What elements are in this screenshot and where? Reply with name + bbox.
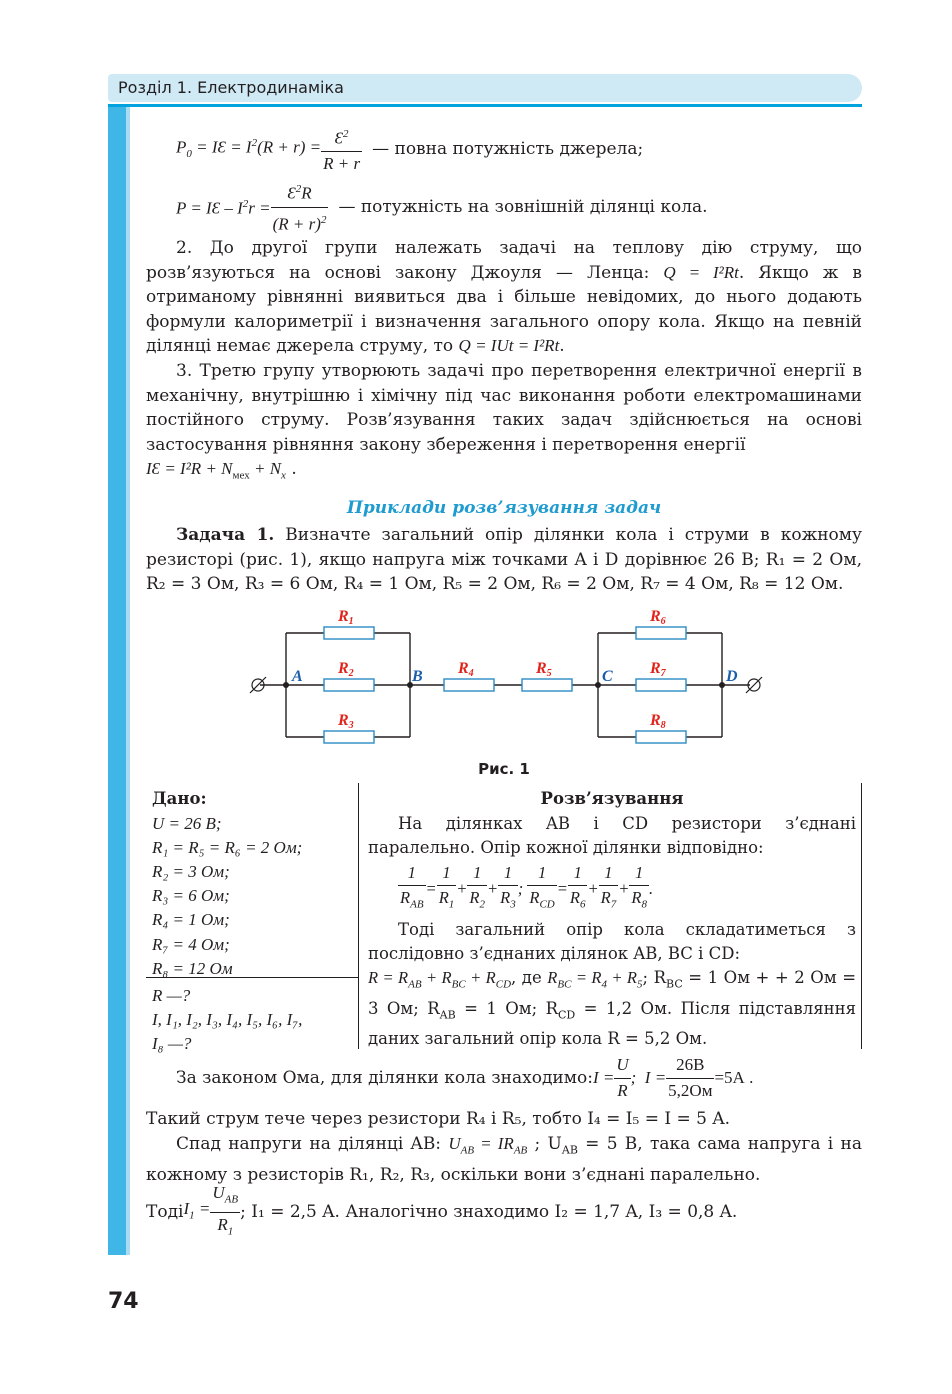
given-block: Дано: U = 26 B; R₁ = R₅ = R₆ = 2 Ом; R₂ = 3 Ом; R₃ = 6 Ом; R₄ = 1 Ом; R₇ = 4 Ом; R₈ = 12 Ом R —? I, I₁, I₂, I₃, I₄, I₅, I₆, I₇, I₈ —? xyxy=(152,789,303,1054)
page-number: 74 xyxy=(108,1289,139,1314)
label-r6: R6 xyxy=(650,607,666,627)
label-r4: R4 xyxy=(458,659,474,679)
circuit-diagram xyxy=(246,601,766,751)
paragraph-3: 3. Третю групу утворюють задачі про перетворення електричної енергії в механічну, внутрішню і хімічну під час виконання роботи електромашинами постійного струму. Розв’язування таких задач здійснюється на основі застосування рівняння закону збереження і перетворення енергії xyxy=(146,360,862,455)
page-content xyxy=(146,120,862,1237)
node-c: C xyxy=(602,667,613,685)
node-d: D xyxy=(726,667,738,685)
section-header xyxy=(108,74,862,102)
fraction: $\frac{Ɛ^2R}{(R + r)^2}$ xyxy=(271,177,329,237)
label-r1: R1 xyxy=(338,607,354,627)
parallel-formula: $\frac{1}{R_{AB}}$ = $\frac{1}{R_1}$ + $\frac{1}{R_2}$ + $\frac{1}{R_3}$ ; $\frac{1}{R_{CD}}$ = $\frac{1}{R_6}$ + $\frac{1}{R_7}$ + $\frac{1}{R_8}$ . xyxy=(400,863,654,911)
side-strip-light xyxy=(126,107,130,1255)
section-title: Розділ 1. Електродинаміка xyxy=(118,78,344,97)
label-r2: R2 xyxy=(338,659,354,679)
paragraph-2: 2. До другої групи належать задачі на теплову дію струму, що розв’язуються на основі закону Джоуля — Ленца: Q = I²Rt. Якщо ж в отриманому рівнянні виявиться два і більше невідомих, до нього додають формули калориметрії і визначення загального опору кола. Якщо на певній ділянці немає джерела струму, то Q = IUt = I²Rt. xyxy=(146,238,863,357)
current-text: Такий струм тече через резистори R₄ і R₅, тобто I₄ = I₅ = I = 5 A. xyxy=(146,1109,731,1130)
i1-formula: Тоді $I_1$ = $\frac{U_{AB}}{R_1}$ ; I₁ = 2,5 A. Аналогічно знаходимо I₂ = 1,7 A, I₃ = 0,8 A. xyxy=(146,1182,738,1238)
label-r5: R5 xyxy=(536,659,552,679)
table-border xyxy=(861,783,862,1049)
label-r7: R7 xyxy=(650,659,666,679)
node-b: B xyxy=(412,667,423,685)
resistor-r3 xyxy=(324,731,374,743)
label-r8: R8 xyxy=(650,711,666,731)
figure-caption: Рис. 1 xyxy=(478,759,530,778)
resistor-r8 xyxy=(636,731,686,743)
resistor-r4 xyxy=(444,679,494,691)
node-a: A xyxy=(292,667,303,685)
header-underline xyxy=(108,104,862,107)
resistor-r2 xyxy=(324,679,374,691)
resistor-r7 xyxy=(636,679,686,691)
side-strip xyxy=(108,107,126,1255)
resistor-r6 xyxy=(636,627,686,639)
fraction: $\frac{Ɛ^2}{R + r}$ xyxy=(321,122,362,177)
label-r3: R3 xyxy=(338,711,354,731)
solution-block: Розв’язування На ділянках AB і CD резистори з’єднані паралельно. Опір кожної ділянки відповідно: $\frac{1}{R_{AB}}$ = $\frac{1}{R_1}$ + $\frac{1}{R_2}$ + $\frac{1}{R_3}$ ; $\frac{1}{R_{CD}}$ = $\frac{1}{R_6}$ + $\frac{1}{R_7}$ + $\frac{1}{R_8}$ . Тоді загальний опір кола складатиметься з послідовно з’єднаних ділянок AB, BC і CD: $R = R_{AB} + R_{BC} + R_{CD}$, де $R_{BC} = R_4 + R_5$; $R_{BC} = 1$ Ом + + 2 Ом = 3 Ом; $R_{AB} = 1$ Ом; $R_{CD} = 1,2$ Ом. Після підставляння даних загальний опір кола R = 5,2 Ом. xyxy=(368,789,857,1049)
given-solution-table xyxy=(146,783,862,1054)
task-1: Задача 1. Визначте загальний опір ділянки кола і струми в кожному резисторі (рис. 1), якщо напруга між точками A і D дорівнює 26 В; R₁ = 2 Ом, R₂ = 3 Ом, R₃ = 6 Ом, R₄ = 1 Ом, R₅ = 2 Ом, R₆ = 2 Ом, R₇ = 4 Ом, R₈ = 12 Ом. xyxy=(146,524,862,595)
table-divider xyxy=(358,783,359,1049)
formula-p: P = IƐ – $I^2r$ = $\frac{Ɛ^2R}{(R + r)^2}$ — потужність на зовнішній ділянці кола. xyxy=(146,178,862,236)
examples-title: Приклади розв’язування задач xyxy=(346,498,662,519)
resistor-r5 xyxy=(522,679,572,691)
voltage-drop: Спад напруги на ділянці AB: $U_{AB} = IR_{AB}$ ; $U_{AB} = 5$ B, така сама напруга і на кожному з резисторів R₁, R₂, R₃, оскільки вони з’єднані паралельно. xyxy=(146,1133,862,1185)
ohm-law: За законом Ома, для ділянки кола знаходимо: I = $\frac{U}{R}$ ; I = $\frac{26В}{5,2Ом}$ =5А . xyxy=(176,1055,754,1100)
resistor-r1 xyxy=(324,627,374,639)
formula-p0: $P_0$ = IƐ = $I^2(R + r)$ = $\frac{Ɛ^2}{R + r}$ — повна потужність джерела; xyxy=(146,120,862,178)
given-divider xyxy=(146,977,358,978)
paragraph-3-formula: IƐ = $I^2R + N_{мех} + N_x$ . xyxy=(146,459,297,482)
